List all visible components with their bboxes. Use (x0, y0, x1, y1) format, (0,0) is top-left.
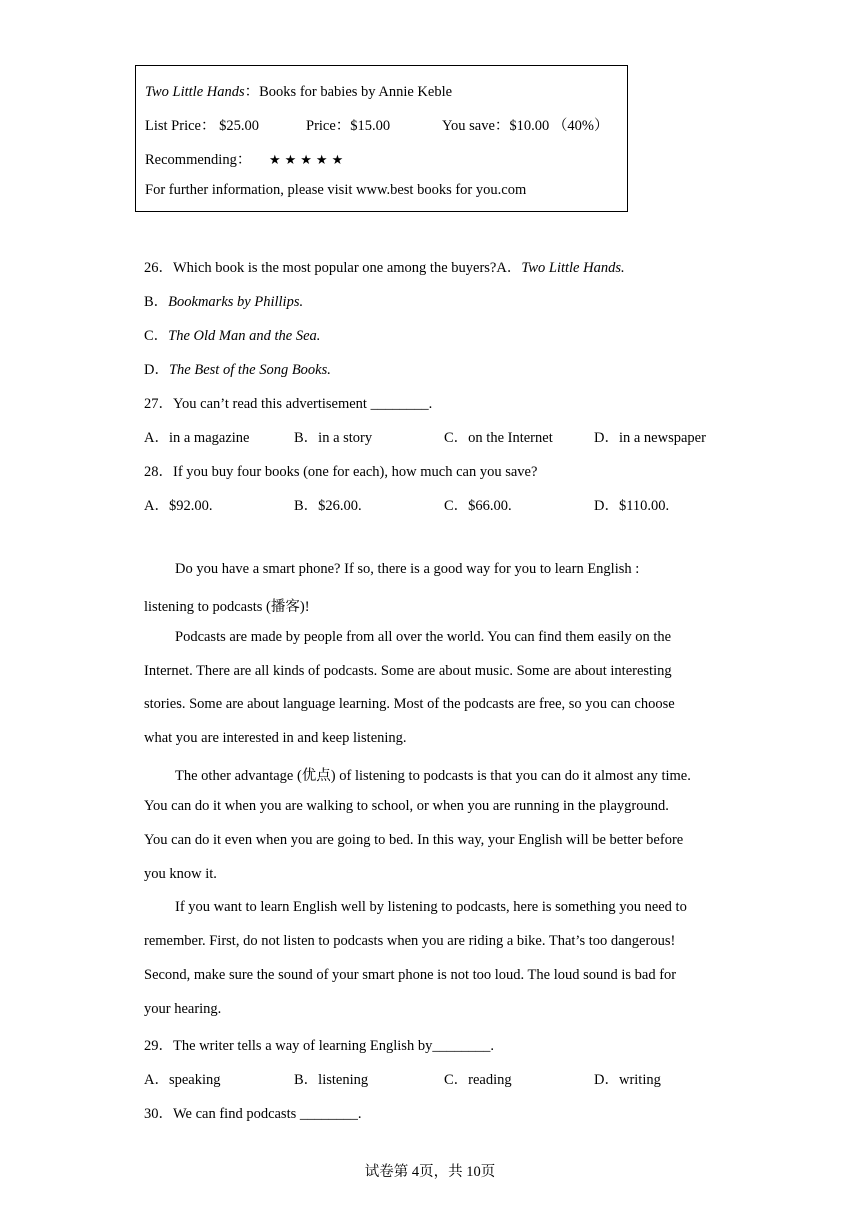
page-footer: 试卷第 4页，共 10页 (364, 1164, 496, 1180)
passage-line: your hearing. (144, 1001, 222, 1017)
price: Price：$15.00 (306, 118, 391, 134)
passage-line: you know it. (144, 866, 217, 882)
q26-option-c: C．The Old Man and the Sea. (144, 328, 321, 344)
ad-title: Two Little Hands：Books for babies by Annie Keble (145, 84, 453, 100)
star-rating: ★★★★★ (268, 153, 348, 168)
passage-line: Do you have a smart phone? If so, there is a good way for you to learn English : (175, 561, 640, 577)
ad-info: For further information, please visit www.best books for you.com (145, 182, 527, 198)
q26-option-d: D．The Best of the Song Books. (144, 362, 331, 378)
passage-line: remember. First, do not listen to podcasts when you are riding a bike. That’s too dangerous! (144, 933, 676, 949)
question-27: 27．You can’t read this advertisement ________. (144, 396, 433, 412)
question-26: 26．Which book is the most popular one among the buyers?A．Two Little Hands. (144, 260, 625, 276)
passage-line: what you are interested in and keep listening. (144, 730, 407, 746)
q27-option-a: A．in a magazine (144, 430, 250, 446)
passage-line: You can do it when you are walking to school, or when you are running in the playground. (144, 798, 669, 814)
question-29: 29．The writer tells a way of learning English by________. (144, 1038, 494, 1054)
passage-line: You can do it even when you are going to bed. In this way, your English will be better before (144, 832, 684, 848)
passage-line: listening to podcasts (播客)! (144, 599, 310, 615)
q27-option-b: B．in a story (294, 430, 373, 446)
q29-option-d: D．writing (594, 1072, 661, 1088)
question-28: 28．If you buy four books (one for each), how much can you save? (144, 464, 538, 480)
passage-line: Internet. There are all kinds of podcasts. Some are about music. Some are about interesting (144, 663, 672, 679)
q26-option-a: Two Little Hands. (521, 260, 625, 276)
list-price: List Price： $25.00 (145, 118, 259, 134)
passage-line: Podcasts are made by people from all over the world. You can find them easily on the (175, 629, 672, 645)
passage-line: Second, make sure the sound of your smart phone is not too loud. The loud sound is bad for (144, 967, 677, 983)
q29-option-b: B．listening (294, 1072, 369, 1088)
q28-option-b: B．$26.00. (294, 498, 362, 514)
you-save: You save：$10.00 （40%） (442, 118, 609, 134)
passage-line: The other advantage (优点) of listening to podcasts is that you can do it almost any time. (175, 768, 691, 784)
question-30: 30．We can find podcasts ________. (144, 1106, 362, 1122)
q26-option-b: B．Bookmarks by Phillips. (144, 294, 304, 310)
passage-line: If you want to learn English well by listening to podcasts, here is something you need to (175, 899, 687, 915)
q28-option-a: A．$92.00. (144, 498, 213, 514)
q28-option-c: C．$66.00. (444, 498, 512, 514)
q29-option-a: A．speaking (144, 1072, 221, 1088)
ad-prices (145, 114, 609, 135)
ad-recommending: Recommending： ★★★★★ (145, 152, 348, 168)
q29-option-c: C．reading (444, 1072, 512, 1088)
q28-option-d: D．$110.00. (594, 498, 670, 514)
q27-option-d: D．in a newspaper (594, 430, 706, 446)
advertisement-box (135, 65, 628, 212)
passage-line: stories. Some are about language learning. Most of the podcasts are free, so you can choose (144, 696, 675, 712)
q27-option-c: C．on the Internet (444, 430, 553, 446)
